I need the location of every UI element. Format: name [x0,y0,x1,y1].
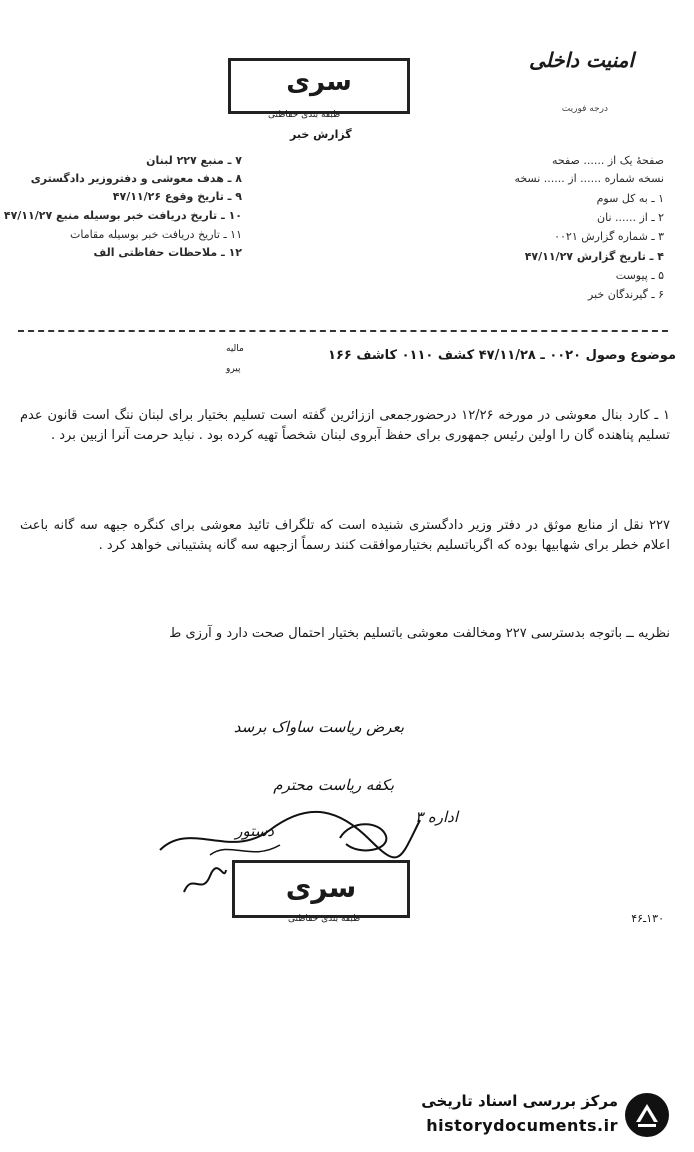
initials-scribble [180,862,230,902]
classification-word-bottom: سری [285,871,357,904]
subject-side-note-1: مالیه [226,344,244,354]
brand-title: مرکز بررسی اسناد تاریخی [421,1092,618,1110]
subject-text: وصول ۰۰۲۰ ـ ۴۷/۱۱/۲۸ کشف ۰۱۱۰ کاشف ۱۶۶ [328,348,626,363]
form-right-row: ۶ ـ گیرندگان خبر [588,288,664,301]
subject-side-note-2: پیرو [226,364,241,374]
form-left-row: ۱۲ ـ ملاحظات حفاظتی الف [93,246,242,259]
form-left-row: ۸ ـ هدف معوشی و دفتروزیر دادگستری [30,172,242,185]
handwritten-note-1: بعرض ریاست ساواک برسد [233,718,404,736]
form-left-row: ۹ ـ تاریخ وقوع ۴۷/۱۱/۲۶ [112,190,242,203]
form-right-row: نسخه شماره ...... از ...... نسخه [514,172,664,185]
classification-sub-bottom: طبقه بندی حفاظتی [288,914,361,924]
subject-label: موضوع [630,348,676,363]
subject-line [328,348,676,363]
form-right-row: ۳ ـ شماره گزارش ۰۰۲۱ [554,230,664,243]
form-right-row: صفحهٔ یک از ...... صفحه [551,154,664,167]
form-left-row: ۱۰ ـ تاریخ دریافت خبر بوسیله منبع ۴۷/۱۱/۲۷ [3,209,242,222]
form-right-row: ۵ ـ پیوست [615,269,664,282]
page-code: ۱۳۰ـ۴۶ [631,912,664,925]
handwritten-note-2: بکفه ریاست محترم [273,776,394,794]
archive-logo-icon [624,1092,670,1138]
ministry-heading: امنیت داخلی [528,48,634,72]
classification-sub-top: طبقه بندی حفاظتی [268,110,341,120]
form-left-row: ۷ ـ منبع ۲۲۷ لبنان [146,154,242,167]
classification-word: سری [286,67,352,97]
form-left-row: ۱۱ ـ تاریخ دریافت خبر بوسیله مقامات [69,228,242,241]
brand-url[interactable]: historydocuments.ir [426,1116,618,1135]
body-paragraph-2: ۲۲۷ نقل از منابع موثق در دفتر وزیر دادگستری شنیده است که تلگراف تائید معوشی برای کنگره جبهه سه گانه باعث اعلام خطر برای شهابیها بوده که اگرباتسلیم بختیارموافقت کنند رسماً ازجبهه سه گانه پشتیبانی خواهد کرد . [20,518,670,553]
classification-stamp-top [228,58,410,114]
form-right-row: ۱ ـ به کل سوم [596,192,664,205]
form-right-row: ۴ ـ تاریخ گزارش ۴۷/۱۱/۲۷ [524,250,664,263]
form-divider [18,330,668,332]
classification-stamp-bottom [232,860,410,918]
body-paragraph-3: نظریه ــ باتوجه بدسترسی ۲۲۷ ومخالفت معوشی باتسلیم بختیار احتمال صحت دارد و آرزی ط [169,626,670,641]
handwritten-note-4: دستور [235,822,274,840]
body-paragraph-1: ۱ ـ کارد بنال معوشی در مورخه ۱۲/۲۶ درحضورجمعی اززائرین گفته است تسلیم بختیار برای لبنان ننگ است قانون عدم تسلیم پناهنده گان را اولین رئیس جمهوری برای حفظ آبروی لبنان شخصاً تهیه کرده بود . نباید حرمت آنرا ازبین برد . [20,408,671,443]
handwritten-note-3: اداره ۳ [415,808,458,826]
footer-brand [388,1088,678,1140]
urgency-label: درجه فوریت [561,104,608,114]
report-title: گزارش خبر [290,128,352,141]
form-right-row: ۲ ـ از ...... نان [597,211,664,224]
